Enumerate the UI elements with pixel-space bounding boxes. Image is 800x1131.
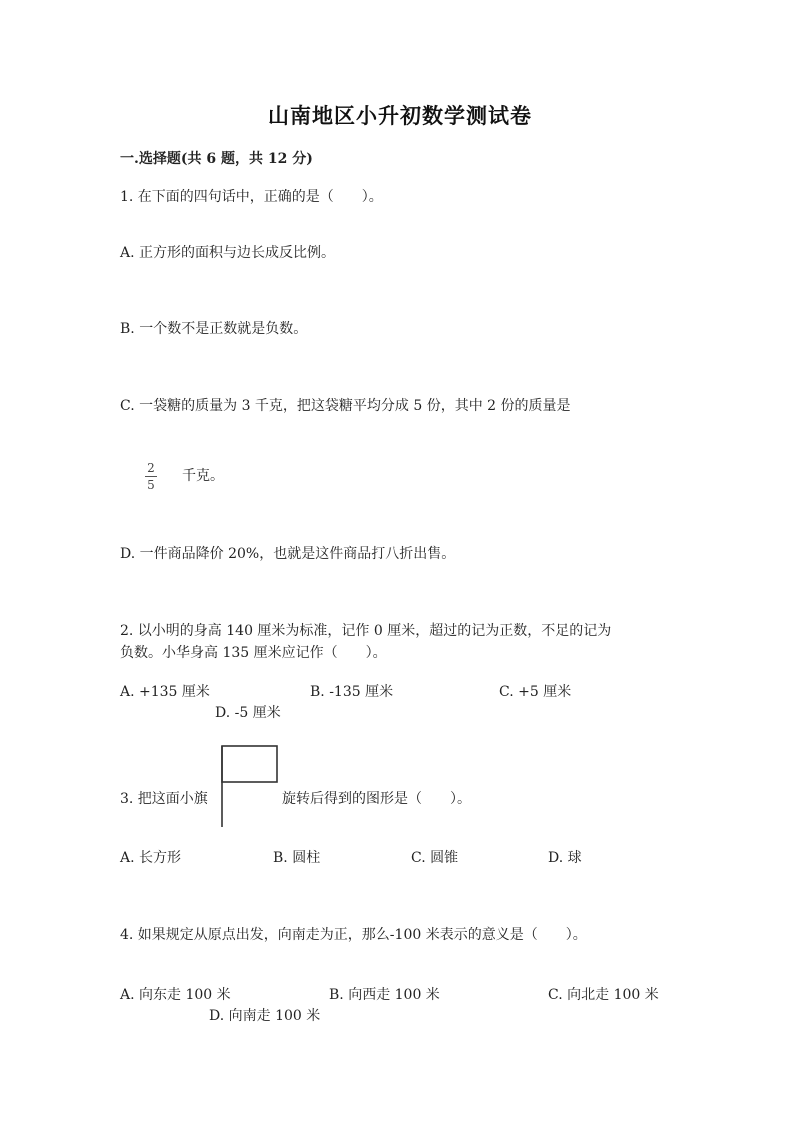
- section-header: 一.选择题(共 6 题，共 12 分): [120, 151, 313, 167]
- question-3-stem-before: 3. 把这面小旗: [120, 791, 208, 807]
- question-1-option-d: D. 一件商品降价 20%，也就是这件商品打八折出售。: [120, 546, 456, 562]
- question-4-option-b: B. 向西走 100 米: [329, 987, 440, 1003]
- question-3-option-b: B. 圆柱: [273, 850, 321, 866]
- flag-figure: [218, 744, 280, 828]
- question-3-option-c: C. 圆锥: [411, 850, 459, 866]
- question-4-option-c: C. 向北走 100 米: [548, 987, 659, 1003]
- question-3-stem-after: 旋转后得到的图形是（ ）。: [282, 791, 471, 807]
- page-title: 山南地区小升初数学测试卷: [268, 103, 532, 128]
- question-3-option-d: D. 球: [548, 850, 582, 866]
- fraction-numerator: 2: [147, 461, 155, 475]
- question-4-stem: 4. 如果规定从原点出发，向南走为正，那么-100 米表示的意义是（ ）。: [120, 927, 587, 943]
- question-1-option-c: C. 一袋糖的质量为 3 千克，把这袋糖平均分成 5 份，其中 2 份的质量是: [120, 398, 571, 414]
- question-1-option-c-unit: 千克。: [182, 468, 224, 484]
- question-2-stem-line2: 负数。小华身高 135 厘米应记作（ ）。: [120, 645, 387, 661]
- question-2-option-a: A. +135 厘米: [120, 684, 210, 700]
- question-2-option-d: D. -5 厘米: [215, 705, 281, 721]
- question-2-option-b: B. -135 厘米: [310, 684, 394, 700]
- question-2-stem-line1: 2. 以小明的身高 140 厘米为标准，记作 0 厘米，超过的记为正数，不足的记为: [120, 623, 612, 639]
- question-2-option-c: C. +5 厘米: [499, 684, 572, 700]
- question-3-option-a: A. 长方形: [120, 850, 182, 866]
- question-4-option-d: D. 向南走 100 米: [209, 1008, 321, 1024]
- question-1-option-b: B. 一个数不是正数就是负数。: [120, 321, 308, 337]
- fraction-two-fifths: [145, 461, 157, 492]
- fraction-denominator: 5: [147, 478, 155, 492]
- fraction-bar: [145, 476, 157, 477]
- question-1-stem: 1. 在下面的四句话中，正确的是（ ）。: [120, 189, 383, 205]
- question-4-option-a: A. 向东走 100 米: [120, 987, 231, 1003]
- question-1-option-a: A. 正方形的面积与边长成反比例。: [120, 245, 336, 261]
